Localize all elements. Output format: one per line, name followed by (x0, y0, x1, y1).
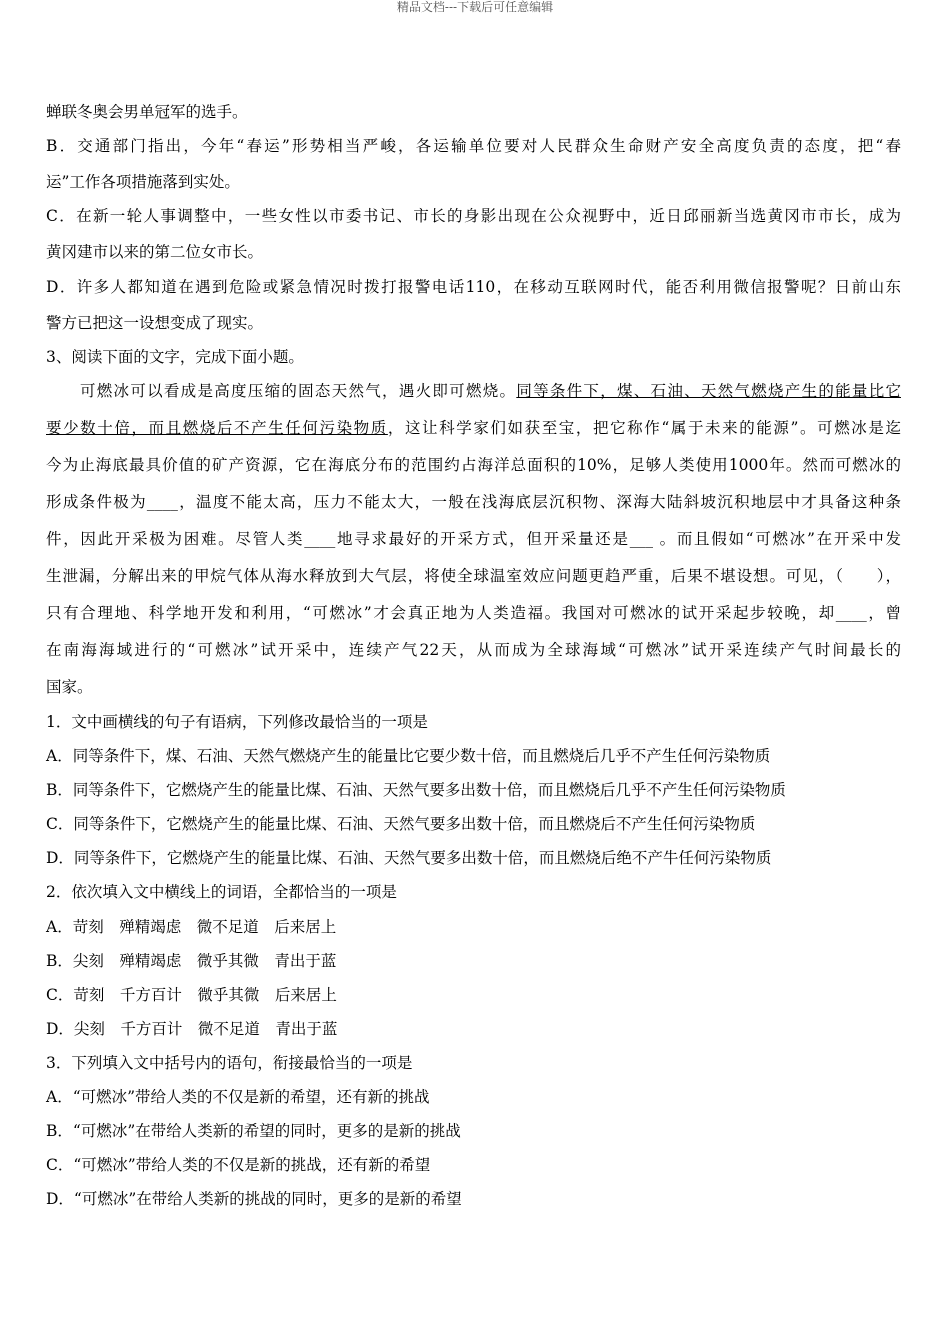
option: D．同等条件下，它燃烧产生的能量比煤、石油、天然气要多出数十倍，而且燃烧后绝不产牛任何污染物质 (46, 849, 772, 867)
passage-line: 国家。 (46, 678, 93, 696)
question-stem: 1．文中画横线的句子有语病，下列修改最恰当的一项是 (46, 713, 428, 731)
section-heading: 3、阅读下面的文字，完成下面小题。 (46, 348, 304, 366)
text-line: 黄冈建市以来的第二位女市长。 (46, 243, 264, 261)
underlined-sentence: 要少数十倍，而且燃烧后不产生任何污染物质 (46, 419, 388, 437)
text-line: C．在新一轮人事调整中，一些女性以市委书记、市长的身影出现在公众视野中，近日邱丽新当选黄冈市市长，成为 (46, 207, 901, 225)
text-line: 警方已把这一设想变成了现实。 (46, 314, 264, 332)
option: D．“可燃冰”在带给人类新的挑战的同时，更多的是新的希望 (46, 1190, 462, 1208)
passage-line (46, 381, 901, 401)
passage-line: 生泄漏，分解出来的甲烷气体从海水释放到大气层，将使全球温室效应问题更趋严重，后果不堪设想。可见，（ ）， (46, 567, 901, 585)
option: A．同等条件下，煤、石油、天然气燃烧产生的能量比它要少数十倍，而且燃烧后几乎不产生任何污染物质 (46, 747, 771, 765)
option: C．同等条件下，它燃烧产生的能量比煤、石油、天然气要多出数十倍，而且燃烧后不产生任何污染物质 (46, 815, 756, 833)
passage-line (46, 418, 901, 438)
option: C．苛刻 千方百计 微乎其微 后来居上 (46, 986, 337, 1004)
question-stem: 3．下列填入文中括号内的语句，衔接最恰当的一项是 (46, 1054, 413, 1072)
passage-line: 形成条件极为____，温度不能太高，压力不能太大，一般在浅海底层沉积物、深海大陆斜坡沉积地层中才具备这种条 (46, 493, 901, 511)
option: B．“可燃冰”在带给人类新的希望的同时，更多的是新的挑战 (46, 1122, 461, 1140)
option: A．“可燃冰”带给人类的不仅是新的希望，还有新的挑战 (46, 1088, 430, 1106)
text-line: D．许多人都知道在遇到危险或紧急情况时拨打报警电话110，在移动互联网时代，能否利用微信报警呢？日前山东 (46, 278, 901, 296)
text-line: 运”工作各项措施落到实处。 (46, 173, 240, 191)
text-line: 蝉联冬奥会男单冠军的选手。 (46, 103, 248, 121)
passage-text: 可燃冰可以看成是高度压缩的固态天然气，遇火即可燃烧。 (80, 382, 517, 400)
page-header: 精品文档---下载后可任意编辑 (396, 0, 554, 14)
passage-line: 只有合理地、科学地开发和利用，“可燃冰”才会真正地为人类造福。我国对可燃冰的试开采起步较晚，却____，曾 (46, 604, 901, 622)
passage-text: ，这让科学家们如获至宝，把它称作“属于未来的能源”。可燃冰是迄 (387, 419, 901, 437)
text-line: B．交通部门指出，今年“春运”形势相当严峻，各运输单位要对人民群众生命财产安全高度负责的态度，把“春 (46, 137, 901, 155)
option: D．尖刻 千方百计 微不足道 青出于蓝 (46, 1020, 338, 1038)
option: B．同等条件下，它燃烧产生的能量比煤、石油、天然气要多出数十倍，而且燃烧后几乎不产生任何污染物质 (46, 781, 786, 799)
passage-line: 在南海海域进行的“可燃冰”试开采中，连续产气22天，从而成为全球海域“可燃冰”试开采连续产气时间最长的 (46, 641, 901, 659)
question-stem: 2．依次填入文中横线上的词语，全都恰当的一项是 (46, 883, 397, 901)
underlined-sentence: 同等条件下，煤、石油、天然气燃烧产生的能量比它 (516, 382, 901, 400)
option: C．“可燃冰”带给人类的不仅是新的挑战，还有新的希望 (46, 1156, 431, 1174)
option: B．尖刻 殚精竭虑 微乎其微 青出于蓝 (46, 952, 337, 970)
passage-line: 今为止海底最具价值的矿产资源，它在海底分布的范围约占海洋总面积的10%，足够人类使用1000年。然而可燃冰的 (46, 456, 901, 474)
option: A．苛刻 殚精竭虑 微不足道 后来居上 (46, 918, 337, 936)
passage-line: 件，因此开采极为困难。尽管人类____地寻求最好的开采方式，但开采量还是___ 。而且假如“可燃冰”在开采中发 (46, 530, 901, 548)
